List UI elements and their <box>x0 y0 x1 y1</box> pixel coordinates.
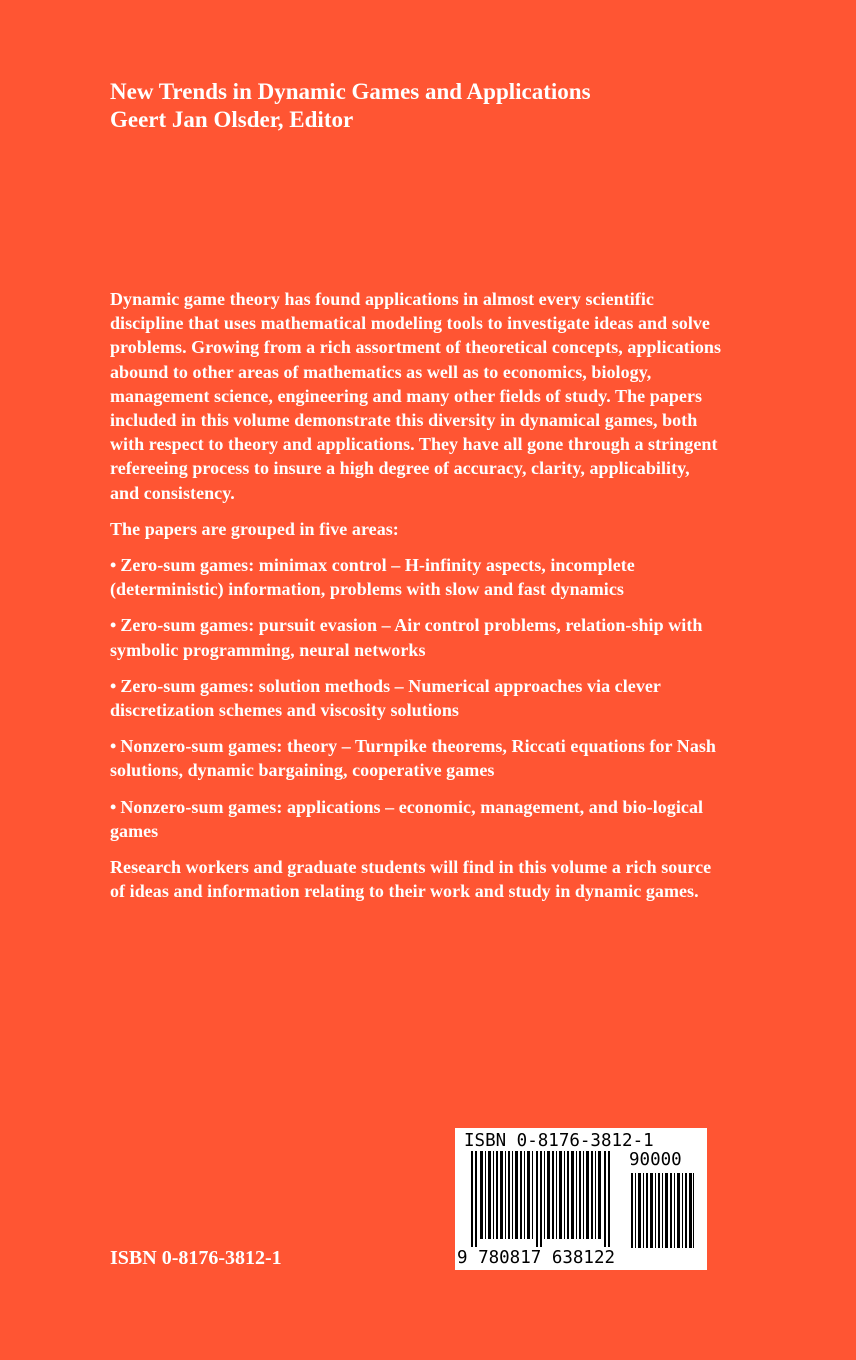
barcode-isbn-text: ISBN 0-8176-3812-1 <box>464 1131 654 1151</box>
bullet-icon: • <box>110 555 117 576</box>
isbn-label: ISBN 0-8176-3812-1 <box>110 1247 282 1269</box>
closing-paragraph: Research workers and graduate students will find in this volume a rich source of ideas and information relating to their work and study in dynamic games. <box>110 857 712 902</box>
book-editor: Geert Jan Olsder, Editor <box>110 107 354 132</box>
back-cover-description <box>110 287 722 903</box>
area-text: Zero-sum games: pursuit evasion – Air control problems, relation-ship with symbolic programming, neural networks <box>110 615 703 660</box>
list-item <box>110 553 722 601</box>
area-text: Zero-sum games: solution methods – Numerical approaches via clever discretization schemes and viscosity solutions <box>110 675 661 721</box>
area-text: Nonzero-sum games: theory – Turnpike theorems, Riccati equations for Nash solutions, dynamic bargaining, cooperative games <box>110 736 716 781</box>
bullet-icon: • <box>110 796 117 817</box>
list-item <box>110 613 722 661</box>
barcode-price-code: 90000 <box>629 1150 682 1170</box>
book-title: New Trends in Dynamic Games and Applications <box>110 79 591 104</box>
bullet-icon: • <box>110 736 117 757</box>
barcode-panel <box>455 1128 707 1270</box>
cover-title-block <box>110 78 810 134</box>
ean-barcode-icon <box>471 1151 611 1247</box>
areas-list <box>110 553 722 843</box>
bullet-icon: • <box>110 675 117 696</box>
barcode-digits: 9 780817 638122 <box>457 1248 616 1268</box>
area-text: Zero-sum games: minimax control – H-infinity aspects, incomplete (deterministic) information, problems with slow and fast dynamics <box>110 555 635 600</box>
price-barcode-icon <box>631 1173 695 1248</box>
list-item <box>110 674 722 722</box>
area-text: Nonzero-sum games: applications – economic, management, and bio-logical games <box>110 796 704 841</box>
areas-heading: The papers are grouped in five areas: <box>110 518 399 539</box>
bullet-icon: • <box>110 615 117 636</box>
list-item <box>110 734 722 782</box>
intro-paragraph: Dynamic game theory has found applications in almost every scientific discipline that uses mathematical modeling tools to investigate ideas and solve problems. Growing from a rich assortment of theoretical concepts, applications abound to other areas of mathematics as well as to economics, biology, management science, engineering and many other fields of study. The papers included in this volume demonstrate this diversity in dynamical games, both with respect to theory and applications. They have all gone through a stringent refereeing process to insure a high degree of accuracy, clarity, applicability, and consistency. <box>110 289 722 503</box>
list-item <box>110 795 722 843</box>
